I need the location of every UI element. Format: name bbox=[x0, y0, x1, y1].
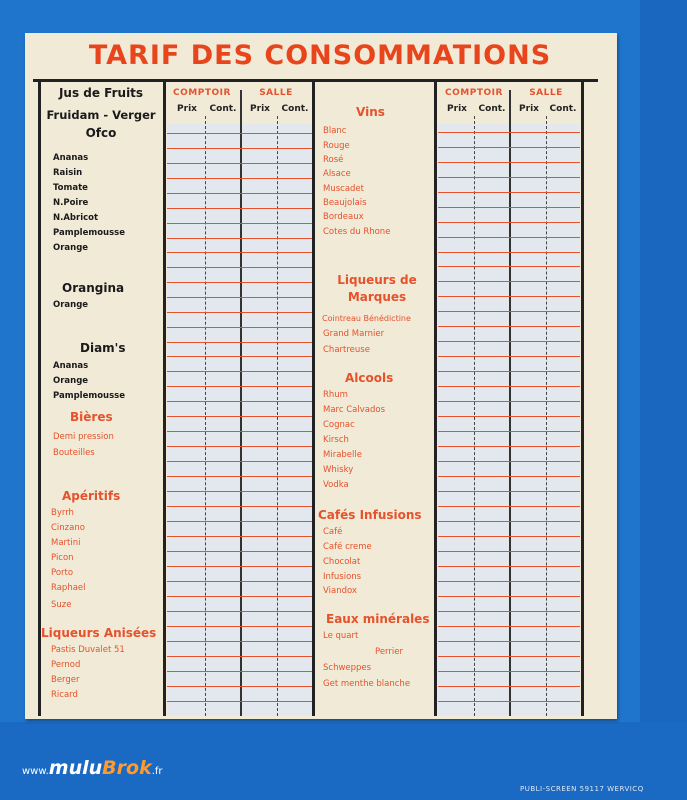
rule-right-23 bbox=[438, 476, 580, 477]
heading-orangina: Orangina bbox=[62, 281, 125, 295]
rule-left-26 bbox=[167, 521, 312, 522]
rule-left-3 bbox=[167, 178, 312, 179]
watermark-prefix: www. bbox=[22, 766, 49, 777]
rule-right-3 bbox=[438, 177, 580, 178]
rule-right-38 bbox=[438, 701, 580, 702]
rule-right-24 bbox=[438, 491, 580, 492]
rule-left-32 bbox=[167, 611, 312, 612]
rule-left-17 bbox=[167, 386, 312, 387]
rule-right-19 bbox=[438, 416, 580, 417]
rule-left-9 bbox=[167, 267, 312, 268]
rule-left-31 bbox=[167, 596, 312, 597]
item-schweppes: Schweppes bbox=[323, 663, 372, 673]
item-suze: Suze bbox=[51, 600, 72, 610]
rule-left-19 bbox=[167, 416, 312, 417]
item-rouge: Rouge bbox=[323, 141, 350, 151]
item-mirabelle: Mirabelle bbox=[323, 450, 362, 460]
rule-left-25 bbox=[167, 506, 312, 507]
rule-right-20 bbox=[438, 431, 580, 432]
rule-right-0 bbox=[438, 132, 580, 133]
rule-left-33 bbox=[167, 626, 312, 627]
rule-right-8 bbox=[438, 252, 580, 253]
divider-2 bbox=[163, 81, 166, 716]
item-rose: Rosé bbox=[323, 155, 344, 165]
heading-liqueurs-anisees: Liqueurs Anisées bbox=[41, 626, 157, 640]
heading-jus-de-fruits: Jus de Fruits bbox=[58, 86, 144, 100]
rule-right-37 bbox=[438, 686, 580, 687]
rule-left-27 bbox=[167, 536, 312, 537]
item-viandox: Viandox bbox=[323, 586, 357, 596]
header-prix-comptoir-right: Prix bbox=[447, 104, 467, 114]
board-title: TARIF DES CONSOMMATIONS bbox=[88, 40, 552, 71]
item-bouteilles: Bouteilles bbox=[53, 448, 95, 458]
header-prix-comptoir-left: Prix bbox=[177, 104, 197, 114]
header-cont-comptoir-right: Cont. bbox=[478, 104, 506, 114]
header-prix-salle-right: Prix bbox=[519, 104, 539, 114]
rule-right-15 bbox=[438, 356, 580, 357]
watermark-logo bbox=[22, 757, 163, 779]
item-orange-jus: Orange bbox=[53, 243, 89, 253]
rule-right-6 bbox=[438, 222, 580, 223]
item-raisin: Raisin bbox=[53, 168, 83, 178]
heading-aperitifs: Apéritifs bbox=[62, 489, 121, 503]
header-comptoir-left: COMPTOIR bbox=[173, 88, 231, 98]
divider-1 bbox=[38, 81, 41, 716]
rule-left-14 bbox=[167, 342, 312, 343]
heading-cafes-infusions: Cafés Infusions bbox=[318, 508, 422, 522]
item-marc-calvados: Marc Calvados bbox=[323, 405, 385, 415]
item-cafe-creme: Café creme bbox=[323, 542, 372, 552]
item-cotes-du-rhone: Cotes du Rhone bbox=[323, 227, 391, 237]
rule-left-28 bbox=[167, 551, 312, 552]
item-kirsch: Kirsch bbox=[323, 435, 349, 445]
rule-right-30 bbox=[438, 581, 580, 582]
rule-left-37 bbox=[167, 686, 312, 687]
rule-left-29 bbox=[167, 566, 312, 567]
rule-right-29 bbox=[438, 566, 580, 567]
background-edge-right bbox=[640, 0, 687, 800]
rule-left-2 bbox=[167, 163, 312, 164]
rule-left-36 bbox=[167, 671, 312, 672]
rule-left-18 bbox=[167, 401, 312, 402]
rule-left-20 bbox=[167, 431, 312, 432]
separator-right-mid bbox=[509, 90, 511, 716]
rule-left-6 bbox=[167, 223, 312, 224]
item-infusions: Infusions bbox=[323, 572, 362, 582]
item-whisky: Whisky bbox=[323, 465, 354, 475]
rule-left-4 bbox=[167, 193, 312, 194]
rule-right-1 bbox=[438, 147, 580, 148]
heading-marques: Marques bbox=[347, 290, 407, 304]
heading-liqueurs-de: Liqueurs de bbox=[337, 273, 417, 287]
rule-left-23 bbox=[167, 476, 312, 477]
rule-right-32 bbox=[438, 611, 580, 612]
rule-right-11 bbox=[438, 296, 580, 297]
rule-left-16 bbox=[167, 371, 312, 372]
rule-right-33 bbox=[438, 626, 580, 627]
header-comptoir-right: COMPTOIR bbox=[445, 88, 503, 98]
rule-left-11 bbox=[167, 297, 312, 298]
divider-3 bbox=[312, 81, 315, 716]
item-bordeaux: Bordeaux bbox=[323, 212, 364, 222]
header-salle-right: SALLE bbox=[529, 88, 563, 98]
rule-left-38 bbox=[167, 701, 312, 702]
separator-left-mid bbox=[240, 90, 242, 716]
item-n-poire: N.Poire bbox=[53, 198, 89, 208]
item-demi-pression: Demi pression bbox=[53, 432, 114, 442]
item-vodka: Vodka bbox=[323, 480, 349, 490]
item-raphael: Raphael bbox=[51, 583, 86, 593]
item-pastis-duvalet: Pastis Duvalet 51 bbox=[51, 645, 125, 655]
rule-right-35 bbox=[438, 656, 580, 657]
item-le-quart: Le quart bbox=[323, 631, 359, 641]
rule-right-7 bbox=[438, 237, 580, 238]
item-pernod: Pernod bbox=[51, 660, 81, 670]
rule-right-13 bbox=[438, 326, 580, 327]
rule-left-8 bbox=[167, 252, 312, 253]
item-grand-marnier: Grand Marnier bbox=[323, 329, 385, 339]
heading-eaux-minerales: Eaux minérales bbox=[326, 612, 430, 626]
rule-right-27 bbox=[438, 536, 580, 537]
item-martini: Martini bbox=[51, 538, 81, 548]
header-salle-left: SALLE bbox=[259, 88, 293, 98]
header-cont-salle-right: Cont. bbox=[549, 104, 577, 114]
heading-alcools: Alcools bbox=[345, 371, 394, 385]
rule-left-0 bbox=[167, 133, 312, 134]
item-pamplemousse-jus: Pamplemousse bbox=[53, 228, 125, 238]
divider-5 bbox=[581, 81, 584, 716]
rule-left-1 bbox=[167, 148, 312, 149]
item-muscadet: Muscadet bbox=[323, 184, 364, 194]
rule-right-22 bbox=[438, 461, 580, 462]
item-perrier: Perrier bbox=[375, 647, 403, 657]
rule-left-7 bbox=[167, 238, 312, 239]
heading-vins: Vins bbox=[356, 105, 385, 119]
item-n-abricot: N.Abricot bbox=[53, 213, 99, 223]
rule-right-17 bbox=[438, 386, 580, 387]
watermark-brok: Brok bbox=[102, 757, 152, 779]
rule-right-16 bbox=[438, 371, 580, 372]
item-alsace: Alsace bbox=[323, 169, 351, 179]
item-cointreau-benedictine: Cointreau Bénédictine bbox=[322, 314, 411, 323]
rule-left-22 bbox=[167, 461, 312, 462]
rule-right-36 bbox=[438, 671, 580, 672]
watermark-suffix: .fr bbox=[151, 766, 163, 777]
rule-left-10 bbox=[167, 282, 312, 283]
rule-left-34 bbox=[167, 641, 312, 642]
rule-left-24 bbox=[167, 491, 312, 492]
item-berger: Berger bbox=[51, 675, 80, 685]
rule-right-9 bbox=[438, 266, 580, 267]
item-blanc: Blanc bbox=[323, 126, 347, 136]
item-cafe: Café bbox=[323, 527, 343, 537]
rule-right-2 bbox=[438, 162, 580, 163]
item-orange-diams: Orange bbox=[53, 376, 89, 386]
heading-ofco: Ofco bbox=[85, 126, 117, 140]
item-get-menthe-blanche: Get menthe blanche bbox=[323, 679, 411, 689]
rule-left-35 bbox=[167, 656, 312, 657]
rule-right-14 bbox=[438, 341, 580, 342]
item-chocolat: Chocolat bbox=[323, 557, 361, 567]
rule-right-26 bbox=[438, 521, 580, 522]
rule-left-21 bbox=[167, 446, 312, 447]
rule-right-25 bbox=[438, 506, 580, 507]
header-prix-salle-left: Prix bbox=[250, 104, 270, 114]
rule-right-31 bbox=[438, 596, 580, 597]
item-orange-orangina: Orange bbox=[53, 300, 89, 310]
item-ananas-diams: Ananas bbox=[53, 361, 89, 371]
rule-left-15 bbox=[167, 356, 312, 357]
rule-right-34 bbox=[438, 641, 580, 642]
rule-left-5 bbox=[167, 208, 312, 209]
rule-left-30 bbox=[167, 581, 312, 582]
item-rhum: Rhum bbox=[323, 390, 348, 400]
item-cognac: Cognac bbox=[323, 420, 355, 430]
header-cont-salle-left: Cont. bbox=[281, 104, 309, 114]
printer-credit: PUBLI-SCREEN 59117 WERVICQ bbox=[520, 785, 644, 793]
rule-right-5 bbox=[438, 207, 580, 208]
divider-4 bbox=[434, 81, 437, 716]
item-picon: Picon bbox=[51, 553, 74, 563]
heading-bieres: Bières bbox=[70, 410, 113, 424]
top-rule bbox=[33, 79, 598, 82]
item-porto: Porto bbox=[51, 568, 74, 578]
item-cinzano: Cinzano bbox=[51, 523, 85, 533]
item-tomate: Tomate bbox=[53, 183, 88, 193]
item-beaujolais: Beaujolais bbox=[323, 198, 367, 208]
rule-right-21 bbox=[438, 446, 580, 447]
rule-right-4 bbox=[438, 192, 580, 193]
rule-right-10 bbox=[438, 281, 580, 282]
item-chartreuse: Chartreuse bbox=[323, 345, 370, 355]
heading-diams: Diam's bbox=[80, 341, 126, 355]
item-ananas-jus: Ananas bbox=[53, 153, 89, 163]
item-pamplemousse-diams: Pamplemousse bbox=[53, 391, 125, 401]
heading-fruidam-verger: Fruidam - Verger bbox=[46, 108, 156, 122]
header-cont-comptoir-left: Cont. bbox=[209, 104, 237, 114]
rule-left-13 bbox=[167, 327, 312, 328]
item-byrrh: Byrrh bbox=[51, 508, 74, 518]
item-ricard: Ricard bbox=[51, 690, 78, 700]
rule-right-28 bbox=[438, 551, 580, 552]
rule-right-12 bbox=[438, 311, 580, 312]
rule-right-18 bbox=[438, 401, 580, 402]
rule-left-12 bbox=[167, 312, 312, 313]
watermark-mulu: mulu bbox=[48, 757, 103, 779]
